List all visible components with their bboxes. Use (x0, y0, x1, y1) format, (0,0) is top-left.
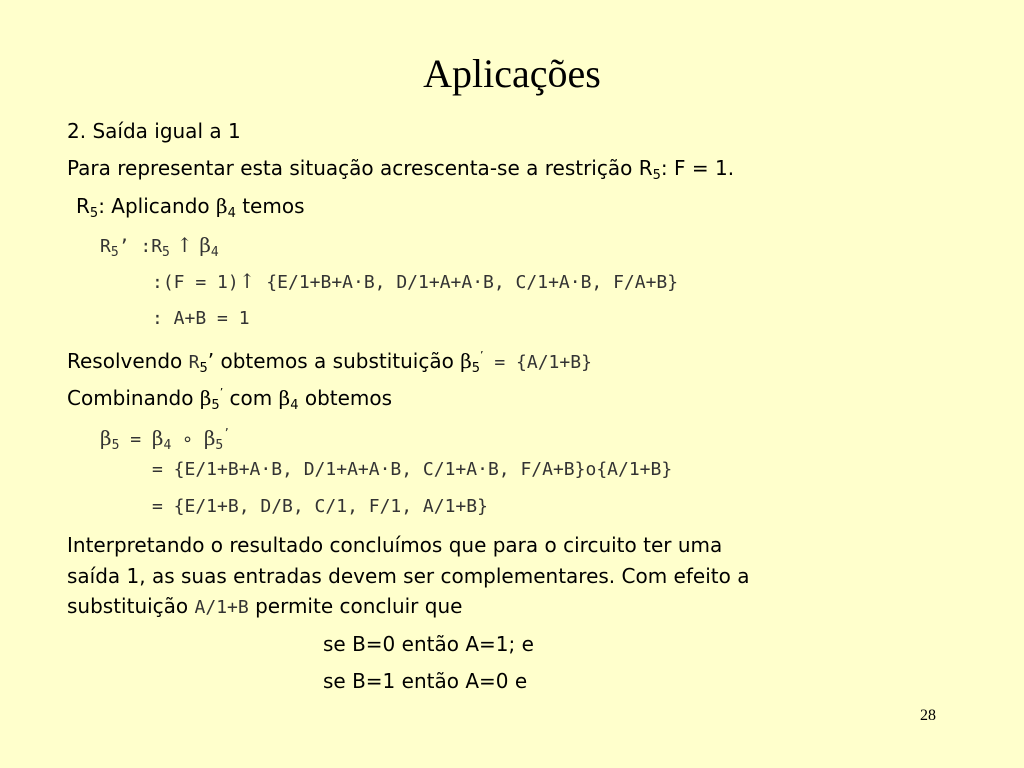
compose-icon: ∘ (171, 429, 204, 450)
page-number: 28 (920, 707, 936, 724)
text-line: Combinando $\beta_5^’$ com $\beta_4$ obtemos (67, 386, 393, 413)
up-arrow-icon: ↑ (238, 269, 256, 293)
up-arrow-icon: ↑ (169, 233, 200, 257)
text-line: Resolvendo $R_5$’ obtemos a substituição $\beta_5^’ = \{A/1+B\}$ (67, 349, 592, 376)
text-line: Para representar esta situação acrescenta-se a restrição $R_5$: F = 1. (67, 156, 735, 183)
text-line: se B=1 então A=0 e (323, 669, 528, 693)
formula-line: $\beta_5 = \beta_4$ ∘ $\beta_5^’$ (100, 426, 230, 453)
formula-line: :(F = 1)↑ {E/1+B+A·B, D/1+A+A·B, C/1+A·B, F/A+B} (152, 269, 679, 293)
text-line: Interpretando o resultado concluímos que para o circuito ter uma (67, 533, 723, 557)
text-line: saída 1, as suas entradas devem ser complementares. Com efeito a (67, 564, 750, 588)
text-line: substituição A/1+B permite concluir que (67, 594, 463, 618)
slide-title: Aplicações (423, 51, 601, 96)
formula-line: $R_5$’ $:R_5$ ↑ $\beta_4$ (100, 233, 219, 260)
formula-line: = {E/1+B, D/B, C/1, F/1, A/1+B} (152, 496, 488, 517)
item-heading: 2. Saída igual a 1 (67, 119, 241, 143)
formula-line: = {E/1+B+A·B, D/1+A+A·B, C/1+A·B, F/A+B}o{A/1+B} (152, 459, 673, 480)
text-line: $R_5$: Aplicando $\beta_4$ temos (76, 194, 305, 221)
text-line: se B=0 então A=1; e (323, 632, 534, 656)
formula-line: : A+B = 1 (152, 308, 250, 329)
